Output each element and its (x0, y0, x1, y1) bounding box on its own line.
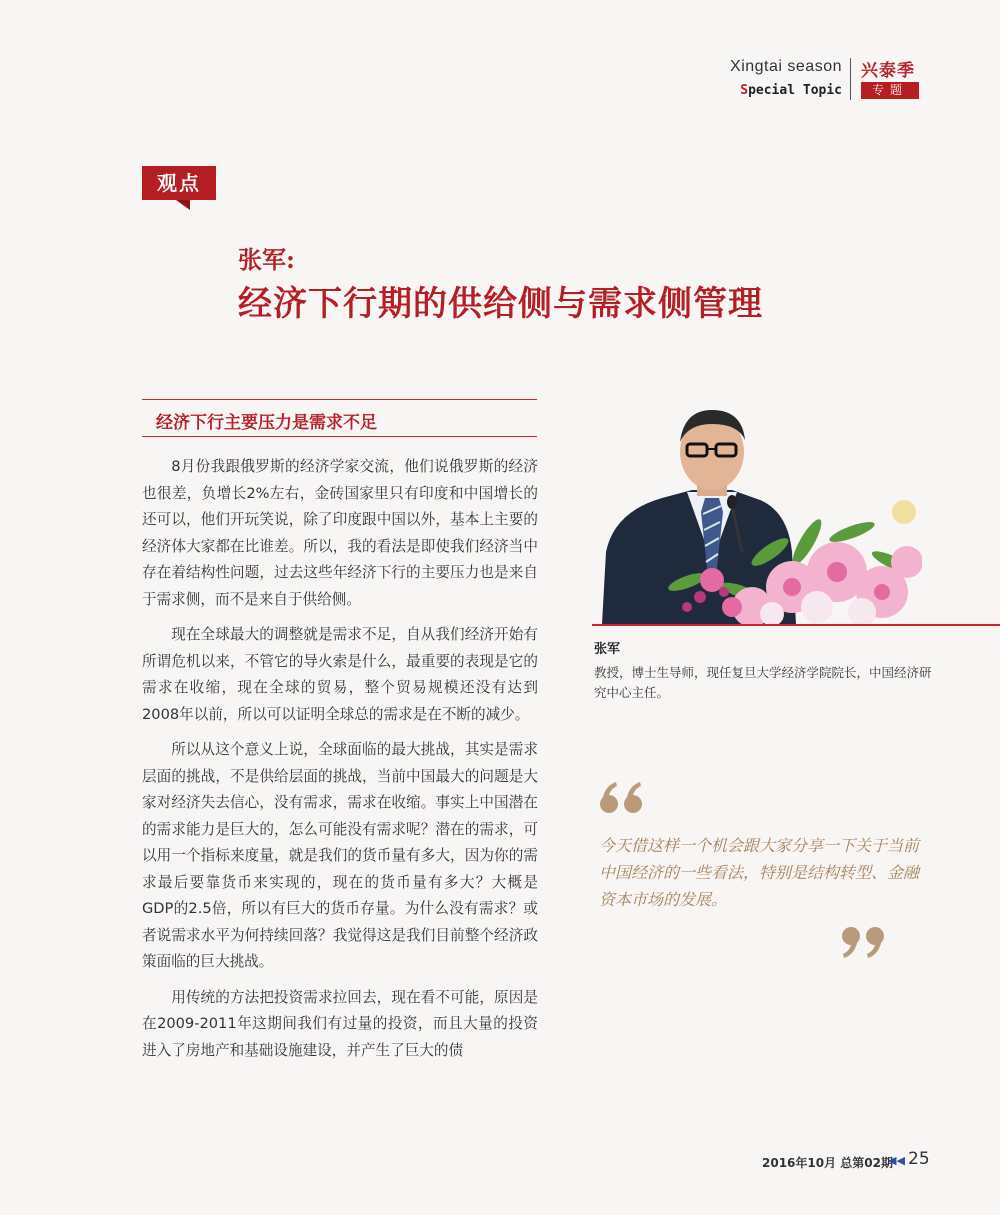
quote-open-icon (598, 778, 646, 818)
topic-badge: 专题 (861, 82, 919, 99)
issue-info: 2016年10月 总第02期 (762, 1156, 893, 1170)
body-paragraph: 用传统的方法把投资需求拉回去，现在看不可能，原因是在2009-2011年这期间我们有过量的投资，而且大量的投资进入了房地产和基础设施建设，并产生了巨大的债 (142, 988, 538, 1059)
article-author-title: 张军: (238, 245, 295, 274)
header-divider (850, 58, 851, 100)
section-tag: 观点 (142, 166, 216, 200)
section-tag-tail (176, 200, 190, 210)
photo-rule (592, 624, 1000, 626)
caption-name: 张军 (594, 642, 621, 657)
article-body (142, 454, 538, 1073)
pull-quote: 今天借这样一个机会跟大家分享一下关于当前中国经济的一些看法，特别是结构转型、金融资本市场的发展。 (599, 836, 920, 909)
special-topic-initial: S (740, 83, 749, 98)
page-arrow-icon: ◀◀ (888, 1154, 905, 1167)
body-paragraph: 现在全球最大的调整就是需求不足，自从我们经济开始有所谓危机以来，不管它的导火索是什么，最重要的表现是它的需求在收缩，现在全球的贸易，整个贸易规模还没有达到2008年以前，所以可以证明全球总的需求是在不断的减少。 (142, 626, 538, 723)
subheading-rule-bottom (142, 436, 537, 437)
body-paragraph: 8月份我跟俄罗斯的经济学家交流，他们说俄罗斯的经济也很差，负增长2%左右，金砖国家里只有印度和中国增长的还可以，他们开玩笑说，除了印度跟中国以外，基本上主要的经济体大家都在比谁差。所以，我的看法是即使我们经济当中存在着结构性问题，过去这些年经济下行的主要压力也是来自于需求侧，而不是来自于供给侧。 (142, 458, 538, 608)
special-topic-rest: pecial Topic (748, 83, 842, 98)
special-topic-label (720, 83, 842, 98)
page-number: 25 (908, 1149, 930, 1169)
subheading-rule-top (142, 399, 537, 400)
body-paragraph: 所以从这个意义上说，全球面临的最大挑战，其实是需求层面的挑战，不是供给层面的挑战，当前中国最大的问题是大家对经济失去信心，没有需求，需求在收缩。事实上中国潜在的需求能力是巨大的，怎么可能没有需求呢？潜在的需求，可以用一个指标来度量，就是我们的货币量有多大，因为你的需求最后要靠货币来实现的，现在的货币量有多大？大概是GDP的2.5倍，所以有巨大的货币存量。为什么没有需求？或者说需求水平为何持续回落？我觉得这是我们目前整个经济政策面临的巨大挑战。 (142, 741, 538, 970)
caption-description: 教授，博士生导师，现任复旦大学经济学院院长，中国经济研究中心主任。 (594, 665, 932, 700)
magazine-name-en: Xingtai season (730, 58, 842, 75)
magazine-name-cn: 兴泰季 (861, 61, 915, 81)
speaker-photo (592, 402, 922, 624)
article-title: 经济下行期的供给侧与需求侧管理 (238, 284, 763, 324)
subheading: 经济下行主要压力是需求不足 (156, 413, 377, 433)
quote-close-icon (838, 922, 886, 962)
